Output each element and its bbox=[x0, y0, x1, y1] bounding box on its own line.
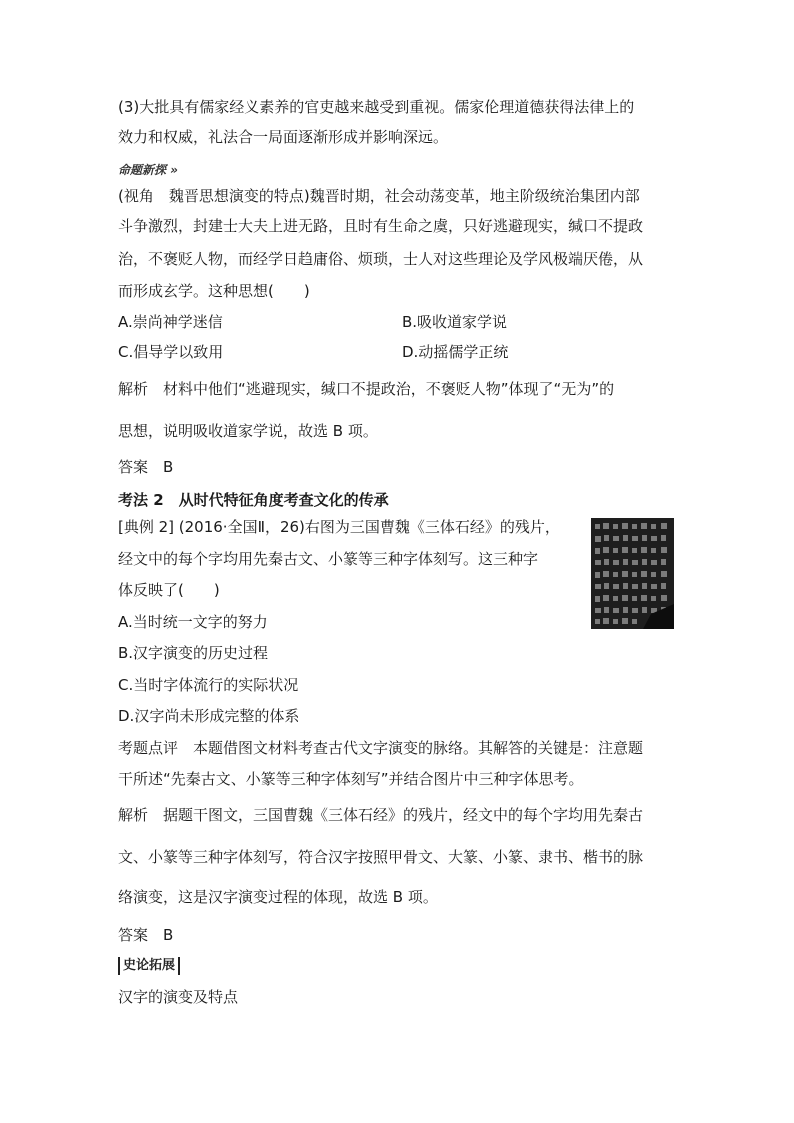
new-exploration-tag: 命题新探 » bbox=[118, 163, 178, 177]
analysis-2-line-1: 解析 据题干图文，三国曹魏《三体石经》的残片，经文中的每个字均用先秦古 bbox=[118, 806, 644, 824]
analysis-2-line-3: 络演变，这是汉字演变过程的体现，故选 B 项。 bbox=[118, 888, 438, 906]
analysis-1-line-2: 思想，说明吸收道家学说，故选 B 项。 bbox=[118, 422, 378, 440]
example-2-option-b: B.汉字演变的历史过程 bbox=[118, 644, 269, 662]
question-1-line-4: 而形成玄学。这种思想( ) bbox=[118, 282, 310, 300]
example-2-line-3: 体反映了( ) bbox=[118, 581, 220, 599]
example-2-option-a: A.当时统一文字的努力 bbox=[118, 613, 268, 631]
history-expansion-label: 史论拓展 bbox=[118, 957, 180, 975]
method-2-heading: 考法 2 从时代特征角度考查文化的传承 bbox=[118, 491, 389, 509]
question-1-line-2: 斗争激烈，封建士大夫上进无路，且时有生命之虞，只好逃避现实，缄口不提政 bbox=[118, 217, 644, 235]
example-2-option-c: C.当时字体流行的实际状况 bbox=[118, 676, 299, 694]
question-1-option-c: C.倡导学以致用 bbox=[118, 343, 224, 361]
analysis-2-line-2: 文、小篆等三种字体刻写，符合汉字按照甲骨文、大篆、小篆、隶书、楷书的脉 bbox=[118, 848, 644, 866]
example-2-line-1: [典例 2] (2016·全国Ⅱ，26)右图为三国曹魏《三体石经》的残片， bbox=[118, 518, 560, 536]
analysis-1-line-1: 解析 材料中他们“逃避现实，缄口不提政治，不褒贬人物”体现了“无为”的 bbox=[118, 380, 615, 398]
question-1-line-1: (视角 魏晋思想演变的特点)魏晋时期，社会动荡变革，地主阶级统治集团内部 bbox=[118, 187, 640, 205]
review-line-1: 考题点评 本题借图文材料考查古代文字演变的脉络。其解答的关键是：注意题 bbox=[118, 739, 644, 757]
question-1-option-b: B.吸收道家学说 bbox=[402, 313, 508, 331]
question-1-option-a: A.崇尚神学迷信 bbox=[118, 313, 223, 331]
answer-2: 答案 B bbox=[118, 926, 174, 944]
example-2-line-2: 经文中的每个字均用先秦古文、小篆等三种字体刻写。这三种字 bbox=[118, 550, 539, 568]
stone-classic-fragment-image bbox=[591, 518, 674, 629]
question-1-option-d: D.动摇儒学正统 bbox=[402, 343, 509, 361]
review-line-2: 干所述“先秦古文、小篆等三种字体刻写”并结合图片中三种字体思考。 bbox=[118, 770, 584, 788]
paragraph-3-line-2: 效力和权威，礼法合一局面逐渐形成并影响深远。 bbox=[118, 128, 449, 146]
question-1-line-3: 治，不褒贬人物，而经学日趋庸俗、烦琐，士人对这些理论及学风极端厌倦，从 bbox=[118, 250, 644, 268]
topic-heading: 汉字的演变及特点 bbox=[118, 988, 239, 1006]
answer-1: 答案 B bbox=[118, 458, 174, 476]
example-2-option-d: D.汉字尚未形成完整的体系 bbox=[118, 707, 300, 725]
paragraph-3-line-1: (3)大批具有儒家经义素养的官吏越来越受到重视。儒家伦理道德获得法律上的 bbox=[118, 98, 635, 116]
